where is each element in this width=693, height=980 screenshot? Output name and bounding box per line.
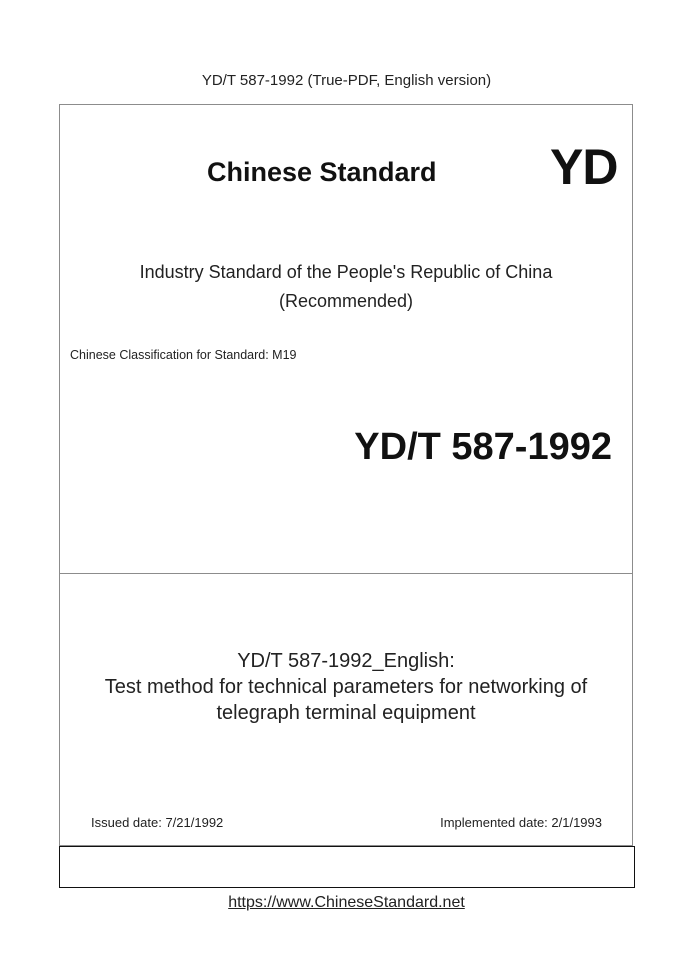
title-line-2: Test method for technical parameters for networking of xyxy=(104,676,588,698)
issued-date: Issued date: 7/21/1992 xyxy=(91,815,224,830)
footer-box xyxy=(59,846,635,888)
industry-line-1: Industry Standard of the People's Republic of China xyxy=(139,262,553,282)
website-link[interactable]: https://www.ChineseStandard.net xyxy=(228,894,465,911)
implemented-date: Implemented date: 2/1/1993 xyxy=(440,815,602,830)
industry-line-2: (Recommended) xyxy=(278,291,414,311)
yd-logo: YD xyxy=(550,139,618,195)
classification-label: Chinese Classification for Standard: M19 xyxy=(70,348,297,362)
title-line-1: YD/T 587-1992_English: xyxy=(237,650,455,672)
title-line-3: telegraph terminal equipment xyxy=(216,702,476,724)
cover-heading: Chinese Standard xyxy=(207,157,437,187)
document-title xyxy=(59,648,633,726)
industry-statement xyxy=(59,258,633,316)
document-header: YD/T 587-1992 (True-PDF, English version) xyxy=(201,72,492,89)
standard-number: YD/T 587-1992 xyxy=(354,426,612,468)
